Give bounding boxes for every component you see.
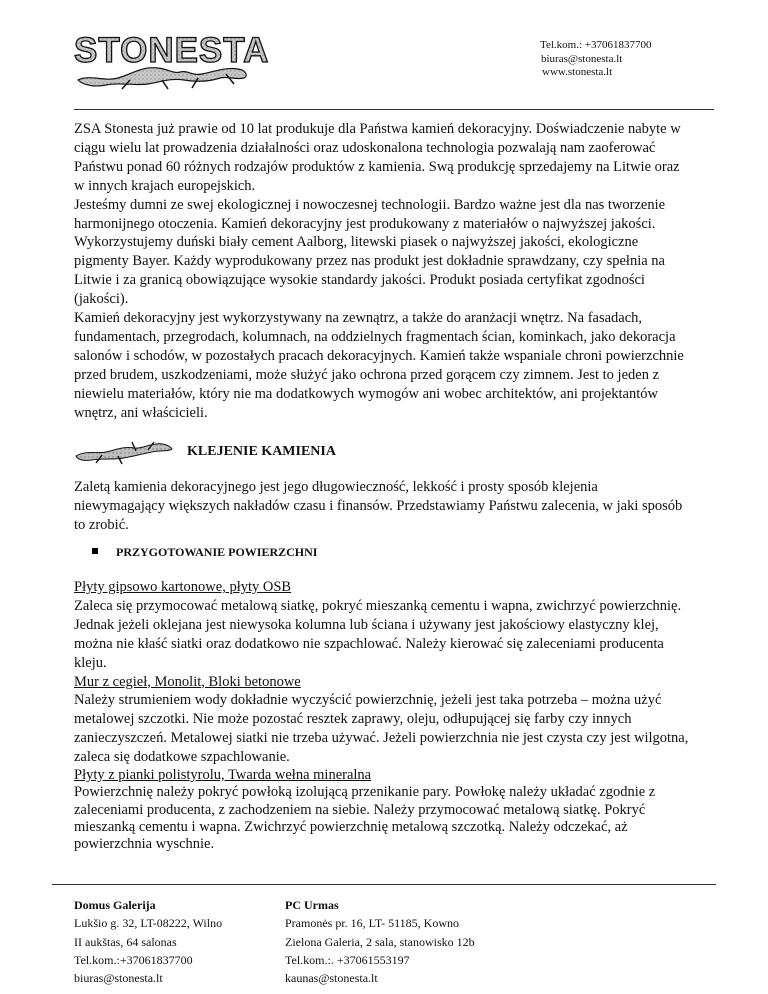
- block-line: zanieczyszczeń. Metalowej siatki nie trzeba używać. Jeżeli powierzchnia nie jest czysta czy jest wilgotna,: [74, 730, 689, 747]
- intro-paragraph: [74, 120, 714, 423]
- footer-left-address: Lukšio g. 32, LT-08222, Wilno: [74, 916, 223, 931]
- block-line: powierzchnia wyschnie.: [74, 836, 215, 853]
- header-email: biuras@stonesta.lt: [541, 52, 623, 65]
- section-line: niewymagający większych nakładów czasu i finansów. Przedstawiamy Państwu zalecenia, w jaki sposób: [74, 497, 683, 514]
- block-line: metalowej szczotki. Nie może pozostać resztek zaprawy, oleju, odłupującej się farby czy innych: [74, 711, 632, 728]
- block-line: Powierzchnię należy pokryć powłoką izolującą przenikanie pary. Powłokę należy układać zgodnie z: [74, 784, 656, 801]
- intro-line: fundamentach, przegrodach, kolumnach, na oddzielnych fragmentach ścian, kominkach, jako dekoracja: [74, 328, 676, 345]
- footer-right-email: kaunas@stonesta.lt: [285, 971, 378, 986]
- footer-right: [285, 896, 475, 987]
- logo-text: STONESTA: [74, 31, 270, 70]
- block-line: kleju.: [74, 654, 107, 671]
- header-divider: [74, 109, 714, 110]
- footer-right-name: PC Urmas: [285, 898, 339, 912]
- subsection-body: [74, 578, 714, 767]
- header-tel: Tel.kom.: +37061837700: [540, 39, 652, 51]
- intro-line: ZSA Stonesta już prawie od 10 lat produkuje dla Państwa kamień dekoracyjny. Doświadczenie nabyte w: [74, 121, 681, 137]
- footer-left: [74, 896, 222, 987]
- footer-left-email: biuras@stonesta.lt: [74, 971, 163, 986]
- intro-line: w innych krajach europejskich.: [74, 177, 256, 194]
- header-contact: [540, 39, 651, 80]
- footer-left-tel: Tel.kom.:+37061837700: [74, 952, 193, 967]
- footer-left-floor: II aukštas, 64 salonas: [74, 934, 177, 949]
- section-paragraph: [74, 478, 714, 535]
- intro-line: ciągu wielu lat prowadzenia działalności oraz udoskonalona technologia pozwalają nam zaoferować: [74, 139, 656, 156]
- section-line: to zrobić.: [74, 516, 129, 533]
- intro-line: Kamień dekoracyjny jest wykorzystywany na zewnątrz, a także do aranżacji wnętrz. Na fasadach,: [74, 310, 643, 327]
- footer-divider: [52, 884, 716, 885]
- footer-right-floor: Zielona Galeria, 2 sala, stanowisko 12b: [285, 934, 475, 949]
- intro-line: Litwie i za granicą obowiązujące wysokie standardy jakości. Produkt posiada certyfikat zgodności: [74, 272, 645, 289]
- intro-line: przed brudem, uszkodzeniami, może służyć jako ochrona przed gorącem czy zimnem. Jest to jeden z: [74, 366, 660, 383]
- footer-left-name: Domus Galerija: [74, 898, 156, 912]
- block-heading: Mur z cegieł, Monolit, Bloki betonowe: [74, 673, 301, 690]
- intro-line: (jakości).: [74, 291, 129, 308]
- footer-right-address: Pramonės pr. 16, LT- 51185, Kowno: [285, 916, 459, 931]
- intro-line: harmonijnego otoczenia. Kamień dekoracyjny jest produkowany z materiałów o najwyższej jakości.: [74, 215, 656, 232]
- intro-line: wnętrz, ani właścicieli.: [74, 404, 208, 421]
- intro-line: pigmenty Bayer. Każdy wyprodukowany przez nas produkt jest dokładnie sprawdzany, czy spełnia na: [74, 253, 665, 270]
- subsection-title: PRZYGOTOWANIE POWIERZCHNI: [116, 545, 318, 559]
- block-heading: Płyty z pianki polistyrolu, Twarda wełna mineralna: [74, 767, 372, 783]
- block-line: Należy strumieniem wody dokładnie wyczyścić powierzchnię, jeżeli jest taka potrzeba – można użyć: [74, 692, 662, 709]
- block-line: mieszanką cementu i wapna. Zwichrzyć powierzchnię metalową szczotką. Należy odczekać, aż: [74, 818, 628, 835]
- header-web: www.stonesta.lt: [542, 66, 613, 78]
- bullet-icon: [92, 548, 98, 554]
- stonesta-logo: [70, 30, 280, 92]
- subsection-body-compact: [74, 767, 714, 853]
- intro-line: Wykorzystujemy duński biały cement Aalborg, litewski piasek o najwyższej jakości, ekologiczne: [74, 234, 639, 251]
- intro-line: salonów i schodów, w pozostałych pracach dekoracyjnych. Kamień także wspaniale chroni powierzchnie: [74, 347, 684, 364]
- section-line: Zaletą kamienia dekoracyjnego jest jego długowieczność, lekkość i prosty sposób klejenia: [74, 479, 598, 495]
- intro-line: niewielu materiałów, który nie ma dodatkowych wymogów ani wobec architektów, ani projektantów: [74, 385, 658, 402]
- section-title: KLEJENIE KAMIENIA: [187, 444, 336, 459]
- footer-right-tel: Tel.kom.:. +37061553197: [285, 952, 410, 967]
- lizard-icon: [78, 68, 246, 86]
- intro-line: Państwu ponad 60 różnych rodzajów produktów z kamienia. Swą produkcję sprzedajemy na Litwie oraz: [74, 158, 680, 175]
- block-line: zaleca się dodatkowe szpachlowanie.: [74, 749, 290, 766]
- block-heading: Płyty gipsowo kartonowe, płyty OSB: [74, 579, 292, 595]
- block-line: Jednak jeżeli oklejana jest niewysoka kolumna lub ściana i używany jest jakościowy elastyczny klej,: [74, 616, 659, 633]
- intro-line: Jesteśmy dumni ze swej ekologicznej i nowoczesnej technologii. Bardzo ważne jest dla nas tworzenie: [74, 196, 666, 213]
- block-line: można nie kłaść siatki oraz dodatkowo nie szpachlować. Należy kierować się zaleceniami producenta: [74, 635, 664, 652]
- block-line: Zaleca się przymocować metalową siatkę, pokryć mieszanką cementu i wapna, zwichrzyć powierzchnię.: [74, 597, 682, 614]
- block-line: zaleceniami producenta, z zachodzeniem na siebie. Należy przymocować metalową siatkę. Pokryć: [74, 801, 646, 818]
- lizard-icon: [72, 436, 176, 468]
